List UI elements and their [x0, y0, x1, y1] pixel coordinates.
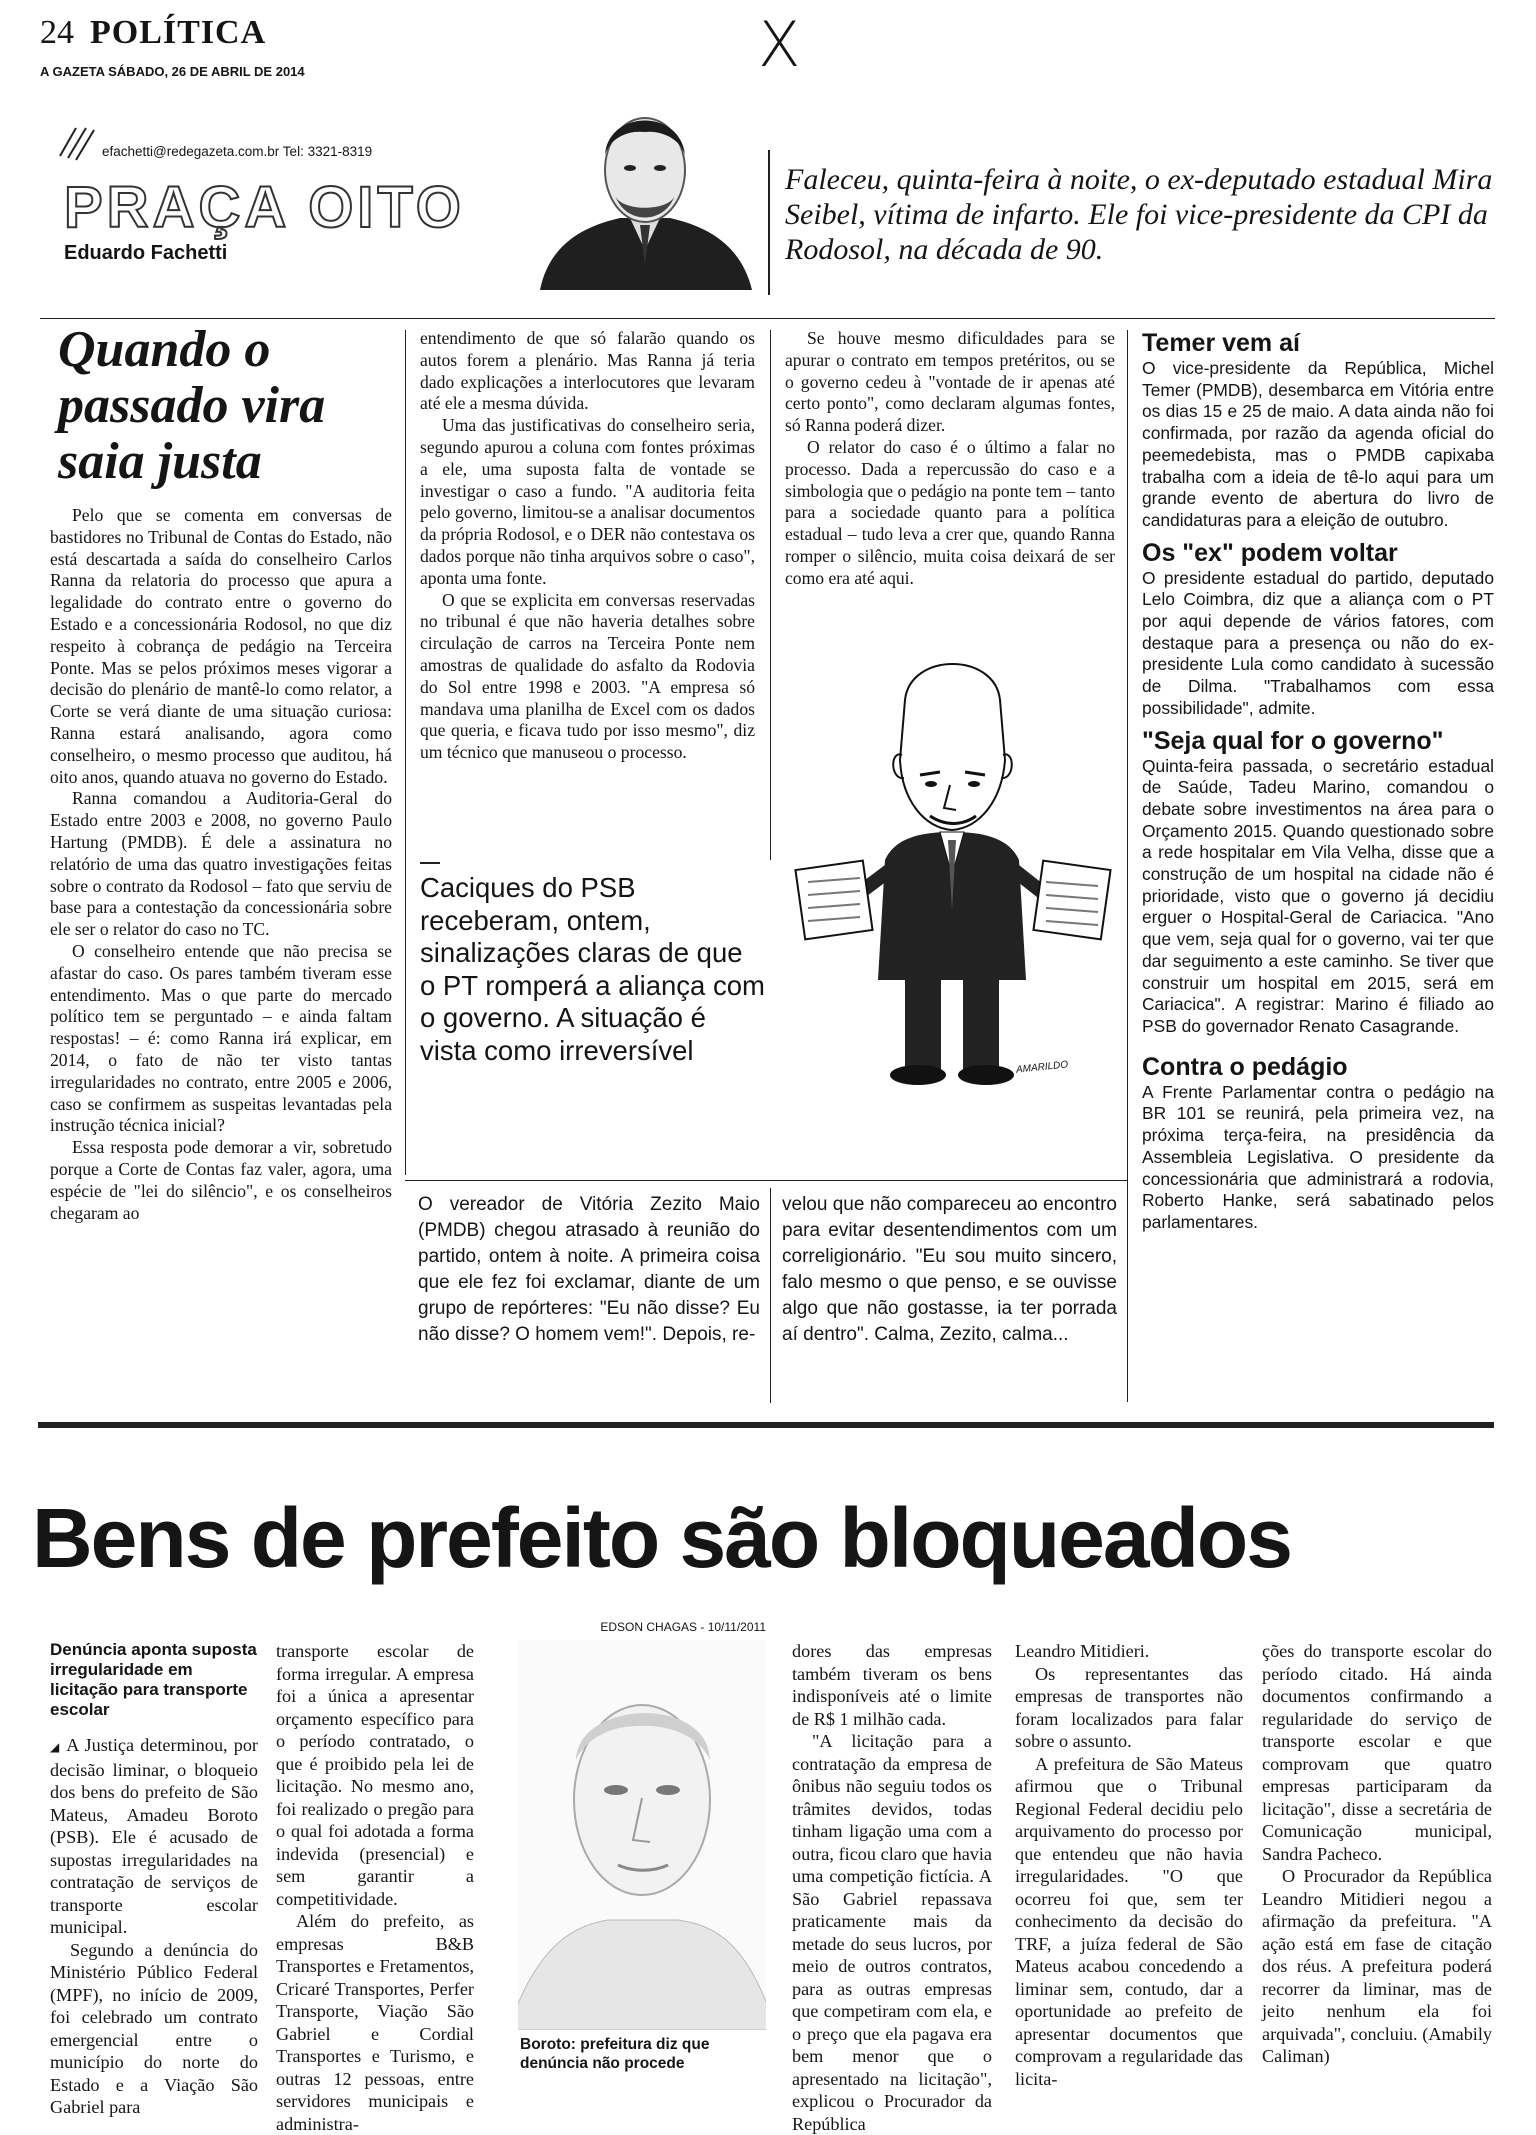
paragraph: Essa resposta pode demorar a vir, sobretudo porque a Corte de Contas faz valer, agora, uma espécie de "lei do silêncio", e os conselheiros chegaram ao [50, 1137, 392, 1223]
bottom-note-left: O vereador de Vitória Zezito Maio (PMDB) chegou atrasado à reunião do partido, ontem à noite. A primeira coisa que ele fez foi exclamar, diante de um grupo de repórteres: "Eu não disse? Eu não disse? O homem vem!". Depois, re- [418, 1194, 760, 1345]
column-name: PRAÇA OITO [64, 175, 465, 240]
sidebar [1142, 328, 1494, 1234]
bottom-note-right: velou que não compareceu ao encontro para evitar desentendimentos com um correligionário. "Eu sou muito sincero, falo mesmo o que penso, e se ouvisse algo que não gostasse, ia ter porrada aí dentro". Calma, Zezito, calma... [782, 1194, 1117, 1345]
second-headline: Bens de prefeito são bloqueados [32, 1491, 1291, 1585]
section-rule [38, 1422, 1494, 1428]
paragraph: Segundo a denúncia do Ministério Público Federal (MPF), no início de 2009, foi celebrado um contrato emergencial entre o município do norte do Estado e a Viação São Gabriel para [50, 1939, 258, 2117]
paragraph: A prefeitura de São Mateus afirmou que o Tribunal Regional Federal decidiu pelo arquivamento do processo por que entendeu que não havia irregularidades. "O que ocorreu foi que, sem ter conhecimento da decisão do TRF, a juíza federal de São Mateus acabou concedendo a liminar sem, contudo, dar a oportunidade ao prefeito de apresentar documentos que comprovam a regularidade das licita- [1015, 1753, 1243, 2089]
bottom-note-divider [770, 1188, 771, 1403]
second-story-col6 [1262, 1640, 1492, 2068]
mayor-photo [518, 1620, 766, 2072]
paragraph: Ranna comandou a Auditoria-Geral do Estado entre 2003 e 2008, no governo Paulo Hartung (PMDB). É dele a assinatura no relatório de uma das quatro investigações feitas sobre o contrato da Rodosol – fato que serviu de base para a contestação da concessionária sobre ele ser o relator do caso no TC. [50, 788, 392, 940]
cartoon-signature: AMARILDO [1015, 1059, 1069, 1076]
paragraph: O relator do caso é o último a falar no processo. Dada a repercussão do caso e a simbologia que o pedágio na ponte tem – tanto para a sociedade quanto para a política estadual – tudo leva a crer que, quando Ranna romper o silêncio, muita coisa deixará de ser como era até aqui. [785, 436, 1115, 588]
page-header [40, 14, 560, 84]
sidebar-body: O presidente estadual do partido, deputado Lelo Coimbra, diz que a aliança com o PT por aqui depende de vários fatores, com destaque para a presença ou não do ex-presidente Lula como candidato à sucessão de Dilma. "Trabalhamos com essa possibilidade", admite. [1142, 567, 1494, 718]
caricature-cartoon [790, 660, 1120, 1100]
sidebar-divider [1127, 330, 1128, 1402]
paragraph: transporte escolar de forma irregular. A empresa foi a única a apresentar orçamento específico para o período contratado, o que é proibido pela lei de licitação. No mesmo ano, foi realizado o pregão para o qual foi adotada a forma indevida (presencial) e sem garantir a competitividade. [276, 1641, 474, 1909]
paragraph: Além do prefeito, as empresas B&B Transportes e Fretamentos, Cricaré Transportes, Perfer Transporte, Viação São Gabriel e Cordial Transportes e Turismo, e outras 12 pessoas, entre servidores municipais e administra- [276, 1911, 474, 2134]
second-story-col5 [1015, 1640, 1243, 2090]
paragraph: Uma das justificativas do conselheiro seria, segundo apurou a coluna com fontes próximas a ele, uma suposta falta de vontade se investigar o caso a fundo. "A auditoria feita pelo governo, limitou-se a analisar documentos da própria Rodosol, e o DER não contestava os dados porque não tinha arquivos sobre o caso", aponta uma fonte. [420, 415, 755, 588]
paragraph: "A licitação para a contratação da empresa de ônibus não seguiu todos os trâmites devidos, todas tinham ligação uma com a outra, ficou claro que havia uma competição fictícia. A São Gabriel repassava praticamente mais da metade do seus lucros, por meio de outros contratos, para as outras empresas que competiram com ela, e o preço que ela pagava era bem menor que o apresentado na licitação", explicou o Procurador da República [792, 1731, 992, 2134]
photo-caption: Boroto: prefeitura diz que denúncia não procede [520, 2036, 710, 2072]
second-story-col4 [792, 1640, 992, 2135]
column-divider [770, 330, 771, 860]
second-story-col2 [276, 1640, 474, 2135]
pull-quote-rule [420, 862, 440, 864]
sidebar-body: O vice-presidente da República, Michel Temer (PMDB), desembarca em Vitória entre os dias 15 e 25 de maio. A data ainda não foi confirmada, por razão da agenda oficial do peemedebista, mas o PMDB capixaba trabalha com a ideia de tê-lo aqui para um grande evento de abertura do livro de candidaturas para a eleição de outubro. [1142, 358, 1494, 530]
paragraph: O Procurador da República Leandro Mitidieri negou a afirmação da prefeitura. "A ação está em fase de citação dos réus. A prefeitura poderá recorrer da liminar, mas de jeito nenhum ela foi arquivada", concluiu. (Amabily Caliman) [1262, 1866, 1492, 2066]
sidebar-body: A Frente Parlamentar contra o pedágio na BR 101 se reunirá, pela primeira vez, na próxima terça-feira, na presidência da Assembleia Legislativa. O presidente da concessionária que administrará a rodovia, Roberto Hanke, será sabatinado pelos parlamentares. [1142, 1081, 1494, 1232]
sidebar-title: Os "ex" podem voltar [1142, 538, 1398, 567]
sidebar-title: "Seja qual for o governo" [1142, 726, 1444, 755]
second-story-col1 [50, 1640, 258, 2119]
bottom-note-rule [405, 1180, 1127, 1181]
page-number: 24 [40, 14, 74, 51]
paragraph: Leandro Mitidieri. [1015, 1641, 1150, 1661]
main-story-col2 [420, 328, 755, 764]
paragraph: Pelo que se comenta em conversas de bastidores no Tribunal de Contas do Estado, não está descartada a saída do conselheiro Carlos Ranna da relatoria do processo que apura a legalidade do contrato entre o governo do Estado e a concessionária Rodosol, no que diz respeito à cobrança de pedágio na Terceira Ponte. Mas se pelos próximos meses vigorar a decisão do plenário de mantê-lo como relator, a Corte se verá diante de uma situação curiosa: Ranna estará analisando, agora como conselheiro, o mesmo processo que auditou, há oito anos, quando atuava no governo do Estado. [50, 505, 392, 787]
main-headline: Quando o passado vira saia justa [58, 321, 326, 490]
dateline: A GAZETA SÁBADO, 26 DE ABRIL DE 2014 [40, 64, 305, 79]
paragraph: O conselheiro entende que não precisa se afastar do caso. Os pares também tiveram esse entendimento. Mas o que parte do mercado político tem se perguntado – e ainda faltam respostas! – é: como Ranna irá explicar, em 2014, o fato de não ter visto tantas irregularidades no contrato, entre 2005 e 2006, caso se confirmem as suspeitas levantadas pela instrução técnica inicial? [50, 940, 392, 1136]
paragraph [50, 1734, 258, 1939]
sidebar-title: Temer vem aí [1142, 329, 1300, 357]
pen-mark: X [758, 8, 801, 81]
paragraph: Se houve mesmo dificuldades para se apurar o contrato em tempos pretéritos, ou se o governo cedeu à "vontade de ir apenas até certo ponto", como declaram algumas fontes, só Ranna poderá dizer. [785, 328, 1115, 436]
column-note: Faleceu, quinta-feira à noite, o ex-deputado estadual Mira Seibel, vítima de infarto. Ele foi vice-presidente da CPI da Rodosol, na década de 90. [785, 163, 1493, 266]
pull-quote: Caciques do PSB receberam, ontem, sinalizações claras de que o PT romperá a aliança com o governo. A situação é vista como irreversível [420, 872, 765, 1066]
column-logo [40, 110, 480, 280]
paragraph: dores das empresas também tiveram os bens indisponíveis até o limite de R$ 1 milhão cada. [792, 1641, 992, 1729]
paragraph-text: A Justiça determinou, por decisão liminar, o bloqueio dos bens do prefeito de São Mateus, Amadeu Boroto (PSB). Ele é acusado de supostas irregularidades na contratação de serviços de transporte escolar municipal. [50, 1735, 258, 1937]
slash-ornament-icon [54, 122, 96, 162]
section-name: POLÍTICA [90, 14, 267, 51]
story-subhead-box: Denúncia aponta suposta irregularidade em licitação para transporte escolar [50, 1640, 257, 1719]
main-story-col1 [50, 505, 392, 1224]
columnist-photo [530, 100, 760, 290]
paragraph: entendimento de que só falarão quando os autos forem a plenário. Mas Ranna já teria dado explicações a interlocutores que levaram até ele a mesma dúvida. [420, 328, 755, 414]
column-divider [405, 330, 406, 1175]
column-author: Eduardo Fachetti [64, 242, 228, 264]
main-story-col3 [785, 328, 1115, 590]
sidebar-body: Quinta-feira passada, o secretário estadual de Saúde, Tadeu Marino, comandou o debate sobre investimentos na área para o Orçamento 2015. Quando questionado sobre a rede hospitalar em Vila Velha, disse que a construção de um hospital na cidade não é prioridade, visto que o governo já decidiu erguer o Hospital-Geral de Cariacica. "Ano que vem, seja qual for o governo, vai ter que dar seguimento a este caminho. Se tiver que construir um hospital em 2015, será em Cariacica". A registrar: Marino é filiado ao PSB do governador Renato Casagrande. [1142, 755, 1494, 1036]
paragraph: ções do transporte escolar do período citado. Há ainda documentos confirmando a regularidade do serviço de transporte escolar e que comprovam que quatro empresas participaram da licitação", disse a secretária de Comunicação municipal, Sandra Pacheco. [1262, 1641, 1492, 1864]
photo-credit: EDSON CHAGAS - 10/11/2011 [600, 1620, 766, 1634]
dropcap-marker-icon: ◢ [50, 1740, 67, 1754]
header-rule [40, 318, 1495, 319]
paragraph: Os representantes das empresas de transportes não foram localizados para falar sobre o assunto. [1015, 1663, 1243, 1751]
sidebar-title: Contra o pedágio [1142, 1052, 1348, 1081]
column-contact: efachetti@redegazeta.com.br Tel: 3321-8319 [102, 144, 373, 159]
column-header-divider [768, 150, 770, 295]
paragraph: O que se explicita em conversas reservadas no tribunal é que não haveria detalhes sobre circulação de carros na Terceira Ponte nem amostras de qualidade do asfalto da Rodovia do Sol entre 1998 e 2003. "A empresa só mandava uma planilha de Excel com os dados que queria, e ficava tudo por isso mesmo", diz um técnico que manuseou o processo. [420, 589, 755, 763]
